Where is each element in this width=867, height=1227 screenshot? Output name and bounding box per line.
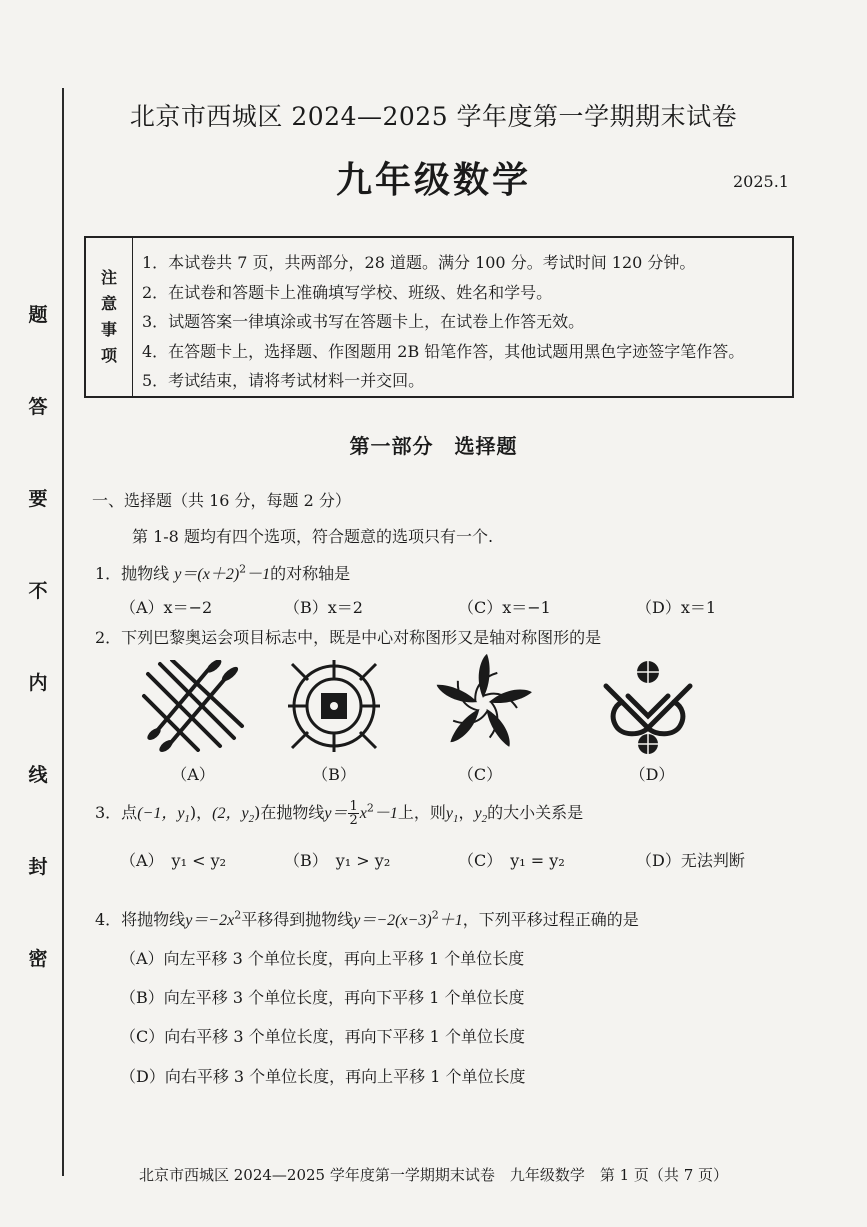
q4-text: ，下列平移过程正确的是: [462, 910, 639, 929]
side-char: 答: [28, 396, 48, 418]
q3-sub: 2: [248, 813, 255, 826]
olympic-shooting-icon: [284, 656, 384, 756]
q1-option-d: （D）x＝1: [636, 598, 717, 617]
side-char: 线: [28, 764, 48, 786]
q2-label-c: （C）: [457, 765, 503, 784]
q4-text: 4．将抛物线: [95, 910, 186, 929]
q1-option-b: （B）x＝2: [284, 598, 363, 617]
q3-frac-den: 2: [349, 813, 358, 828]
q4-eq2: y＝−2(x−3): [353, 912, 432, 929]
notice-box: [84, 236, 794, 398]
q3-y2: y: [474, 805, 482, 822]
q4-eq2: ＋1: [438, 912, 463, 929]
notice-item: 3．试题答案一律填涂或书写在答题卡上，在试卷上作答无效。: [142, 312, 585, 331]
question-3: [95, 800, 583, 827]
side-char: 要: [28, 488, 48, 510]
q3-text: ): [254, 803, 261, 822]
exam-title: 北京市西城区 2024—2025 学年度第一学期期末试卷: [129, 102, 738, 131]
notice-item: 2．在试卷和答题卡上准确填写学校、班级、姓名和学号。: [142, 282, 553, 302]
q3-option-a: （A） y₁ < y₂: [120, 851, 227, 870]
section-instruction: 第 1-8 题均有四个选项，符合题意的选项只有一个.: [132, 527, 494, 546]
q3-text: ，: [458, 803, 475, 822]
q3-eq: y＝: [324, 805, 348, 822]
q3-frac-num: 1: [349, 799, 358, 814]
q4-option-c: （C）向右平移 3 个单位长度，再向下平移 1 个单位长度: [120, 1027, 525, 1046]
question-1: [95, 561, 350, 584]
q3-text: )，: [189, 803, 213, 822]
q3-point1: (−1，y: [137, 805, 185, 822]
q2-label-b: （B）: [312, 765, 356, 784]
notice-label-char: 事: [100, 320, 117, 339]
q1-expr: y＝(x＋2): [174, 566, 240, 583]
q1-expr2: －1: [246, 566, 271, 583]
q3-y1: y: [445, 805, 454, 822]
q4-option-d: （D）向右平移 3 个单位长度，再向上平移 1 个单位长度: [120, 1067, 526, 1086]
q3-option-b: （B） y₁ > y₂: [284, 851, 391, 870]
side-char: 内: [28, 672, 48, 694]
olympic-basketball-icon: [598, 656, 698, 756]
page-footer: 北京市西城区 2024—2025 学年度第一学期期末试卷 九年级数学 第 1 页（共 7 页）: [138, 1166, 729, 1184]
exam-date: 2025.1: [733, 172, 789, 191]
question-2: 2．下列巴黎奥运会项目标志中，既是中心对称图形又是轴对称图形的是: [95, 628, 602, 647]
q1-exp: 2: [239, 562, 247, 576]
q4-eq1: y＝−2x: [185, 912, 235, 929]
q4-text: 平移得到抛物线: [241, 910, 354, 929]
q3-fraction: [348, 800, 358, 827]
question-4: [95, 907, 639, 930]
q4-option-a: （A）向左平移 3 个单位长度，再向上平移 1 个单位长度: [120, 949, 525, 968]
notice-label-char: 注: [100, 268, 117, 287]
side-char: 不: [28, 580, 48, 602]
olympic-rowing-icon: [138, 660, 248, 752]
q3-sub: 1: [184, 813, 190, 826]
q3-sub: 2: [481, 813, 488, 826]
q3-text: 3．点: [95, 803, 138, 822]
q4-exp: 2: [234, 908, 242, 922]
q2-label-a: （A）: [171, 765, 215, 784]
q3-exp: 2: [366, 801, 374, 815]
section-heading: 一、选择题（共 16 分，每题 2 分）: [92, 491, 351, 510]
notice-label: [86, 238, 133, 396]
q3-option-d: （D）无法判断: [636, 851, 745, 870]
exam-subtitle: 九年级数学: [335, 159, 531, 201]
q1-option-c: （C）x＝−1: [458, 598, 551, 617]
notice-item: 5．考试结束，请将考试材料一并交回。: [142, 371, 425, 390]
q3-text: 在抛物线: [260, 803, 325, 822]
notice-label-char: 意: [100, 294, 117, 313]
notice-item: 4．在答题卡上，选择题、作图题用 2B 铅笔作答，其他试题用黑色字迹签字笔作答。: [142, 341, 745, 361]
q1-prefix: 1．抛物线: [95, 564, 175, 583]
q3-eq: －1: [373, 805, 398, 822]
section-title: 第一部分 选择题: [349, 434, 518, 458]
notice-label-char: 项: [100, 346, 117, 365]
q1-suffix: 的对称轴是: [270, 564, 351, 583]
q3-option-c: （C） y₁ = y₂: [458, 851, 565, 870]
q4-exp: 2: [431, 908, 439, 922]
q3-text: 的大小关系是: [487, 803, 584, 822]
q3-point2: (2，y: [212, 805, 249, 822]
olympic-pinwheel-icon: [428, 652, 538, 756]
q3-eq: x: [359, 805, 367, 822]
notice-item: 1．本试卷共 7 页，共两部分，28 道题。满分 100 分。考试时间 120 分钟。: [142, 253, 696, 272]
q2-label-d: （D）: [629, 765, 675, 784]
notice-items: [142, 248, 744, 396]
binding-line: [62, 88, 64, 1176]
q3-sub: 1: [453, 813, 459, 826]
side-char: 封: [28, 856, 48, 878]
side-char: 密: [28, 948, 48, 970]
side-char: 题: [28, 304, 48, 326]
q1-option-a: （A）x＝−2: [120, 598, 213, 617]
q4-option-b: （B）向左平移 3 个单位长度，再向下平移 1 个单位长度: [120, 988, 525, 1007]
q3-text: 上，则: [397, 803, 446, 822]
